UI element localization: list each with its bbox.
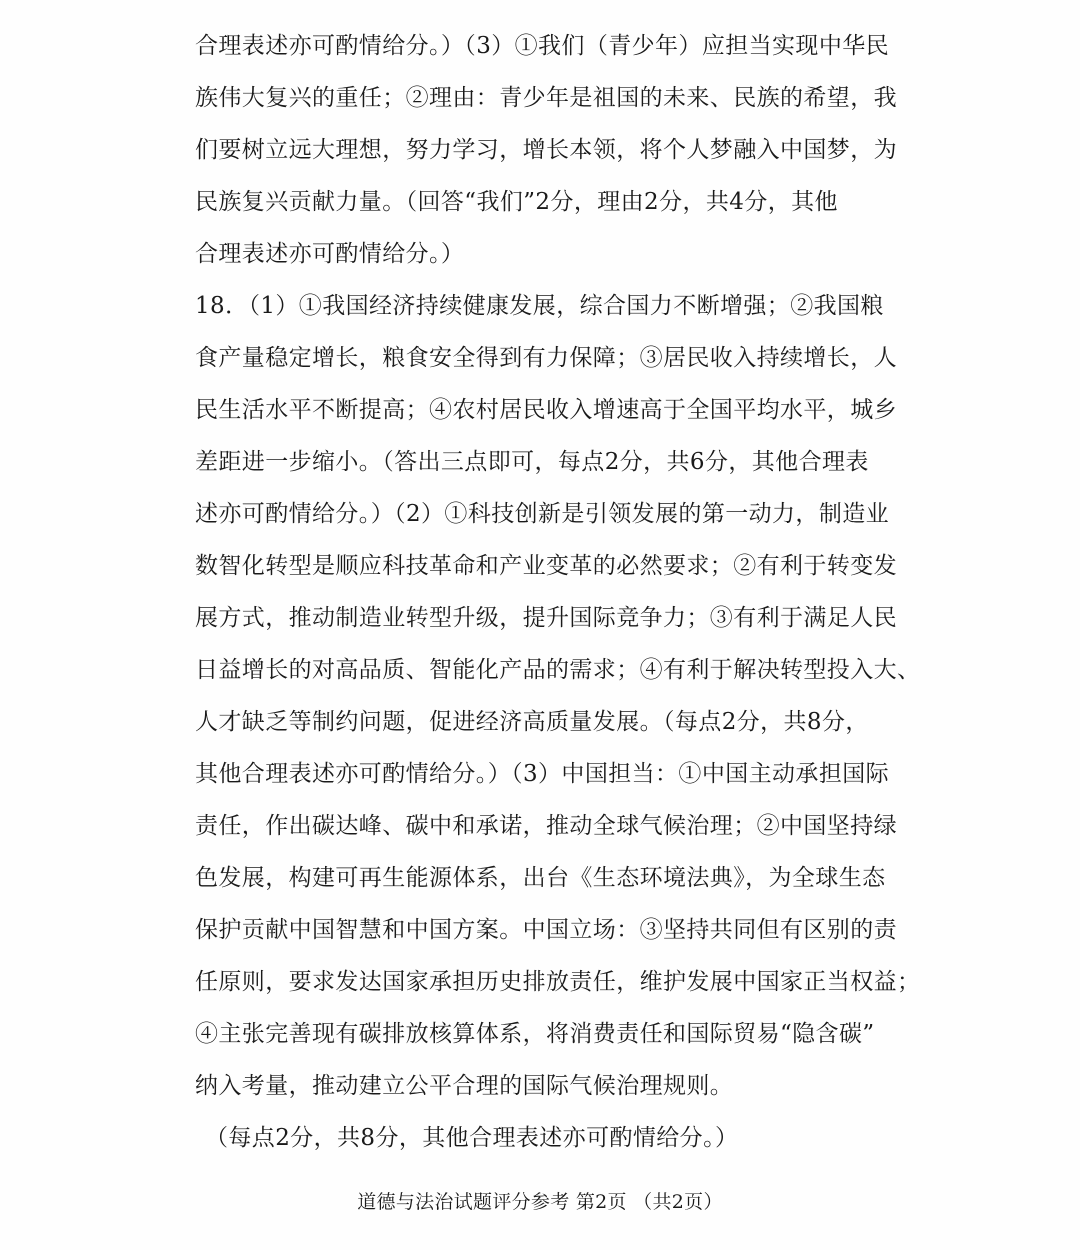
text-line: 数智化转型是顺应科技革命和产业变革的必然要求；②有利于转变发 [195,553,897,579]
text-line: 任原则，要求发达国家承担历史排放责任，维护发展中国家正当权益； [195,969,921,995]
scoring-note: （每点2分，共8分，其他合理表述亦可酌情给分。） [205,1125,739,1151]
text-line: 展方式，推动制造业转型升级，提升国际竞争力；③有利于满足人民 [195,605,897,631]
text-line: 们要树立远大理想，努力学习，增长本领，将个人梦融入中国梦，为 [195,137,897,163]
question-18-line: 18．（1）①我国经济持续健康发展，综合国力不断增强；②我国粮 [195,293,884,319]
answer-text-body [195,20,921,1164]
text-line: 民生活水平不断提高；④农村居民收入增速高于全国平均水平，城乡 [195,397,897,423]
text-line: 保护贡献中国智慧和中国方案。中国立场：③坚持共同但有区别的责 [195,917,897,943]
text-line: 纳入考量，推动建立公平合理的国际气候治理规则。 [195,1073,734,1099]
text-line: 人才缺乏等制约问题，促进经济高质量发展。（每点2分，共8分， [195,709,869,735]
text-line: 日益增长的对高品质、智能化产品的需求；④有利于解决转型投入大、 [195,657,921,683]
text-line: 食产量稳定增长，粮食安全得到有力保障；③居民收入持续增长，人 [195,345,897,371]
text-line: 责任，作出碳达峰、碳中和承诺，推动全球气候治理；②中国坚持绿 [195,813,897,839]
text-line: 色发展，构建可再生能源体系，出台《生态环境法典》，为全球生态 [195,865,886,891]
text-line: 合理表述亦可酌情给分。）（3）①我们（青少年）应担当实现中华民 [195,33,890,59]
text-line: 民族复兴贡献力量。（回答“我们”2分，理由2分，共4分，其他 [195,189,838,215]
text-line: 差距进一步缩小。（答出三点即可，每点2分，共6分，其他合理表 [195,449,869,475]
text-line: 其他合理表述亦可酌情给分。）（3）中国担当：①中国主动承担国际 [195,761,890,787]
text-line: 合理表述亦可酌情给分。） [195,241,465,267]
text-line: 族伟大复兴的重任；②理由：青少年是祖国的未来、民族的希望，我 [195,85,897,111]
text-line: ④主张完善现有碳排放核算体系，将消费责任和国际贸易“隐含碳” [195,1021,875,1047]
page-footer: 道德与法治试题评分参考 第2页 （共2页） [357,1191,723,1213]
text-line: 述亦可酌情给分。）（2）①科技创新是引领发展的第一动力，制造业 [195,501,890,527]
